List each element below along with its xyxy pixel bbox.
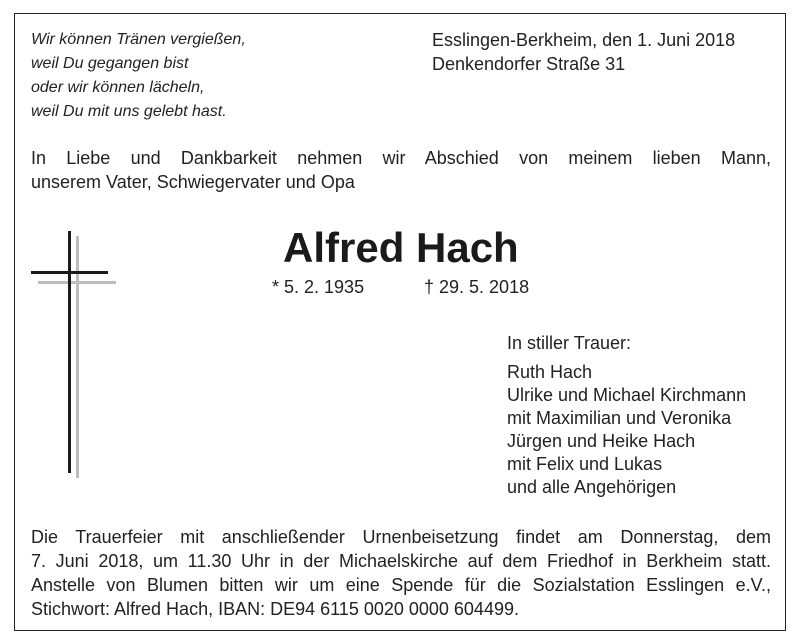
birth-date: * 5. 2. 1935	[272, 277, 365, 297]
place-block	[432, 28, 735, 76]
intro-text	[31, 146, 771, 194]
intro-line: unserem Vater, Schwiegervater und Opa	[31, 172, 355, 192]
poem-line: weil Du gegangen bist	[31, 55, 189, 72]
mourner-line: mit Maximilian und Veronika	[507, 408, 732, 428]
mourner-line: Jürgen und Heike Hach	[507, 431, 696, 451]
death-date: † 29. 5. 2018	[424, 277, 530, 297]
address: Denkendorfer Straße 31	[432, 54, 626, 74]
poem-line: Wir können Tränen vergießen,	[31, 31, 246, 48]
service-line: Stichwort: Alfred Hach, IBAN: DE94 6115 0020 0000 604499.	[31, 599, 519, 619]
service-line: Anstelle von Blumen bitten wir um eine Spende für die Sozialstation Esslingen e.V.,	[31, 575, 771, 595]
poem-line: weil Du mit uns gelebt hast.	[31, 103, 227, 120]
deceased-name: Alfred Hach	[283, 224, 519, 271]
mourner-line: und alle Angehörigen	[507, 477, 677, 497]
cross-shadow-horizontal	[38, 281, 116, 284]
poem-line: oder wir können lächeln,	[31, 79, 205, 96]
mourners-list	[507, 361, 746, 499]
service-text	[31, 525, 771, 621]
cross-horizontal-bar	[31, 271, 108, 274]
poem	[31, 28, 246, 124]
service-line: 7. Juni 2018, um 11.30 Uhr in der Michaelskirche auf dem Friedhof in Berkheim statt.	[31, 551, 771, 571]
place-date: Esslingen-Berkheim, den 1. Juni 2018	[432, 30, 736, 50]
cross-vertical-bar	[68, 231, 71, 473]
mourner-line: Ruth Hach	[507, 362, 593, 382]
mourners-heading: In stiller Trauer:	[507, 333, 632, 353]
intro-line: In Liebe und Dankbarkeit nehmen wir Abschied von meinem lieben Mann,	[31, 148, 771, 168]
mourner-line: mit Felix und Lukas	[507, 454, 663, 474]
service-line: Die Trauerfeier mit anschließender Urnenbeisetzung findet am Donnerstag, dem	[31, 527, 771, 547]
mourner-line: Ulrike und Michael Kirchmann	[507, 385, 747, 405]
